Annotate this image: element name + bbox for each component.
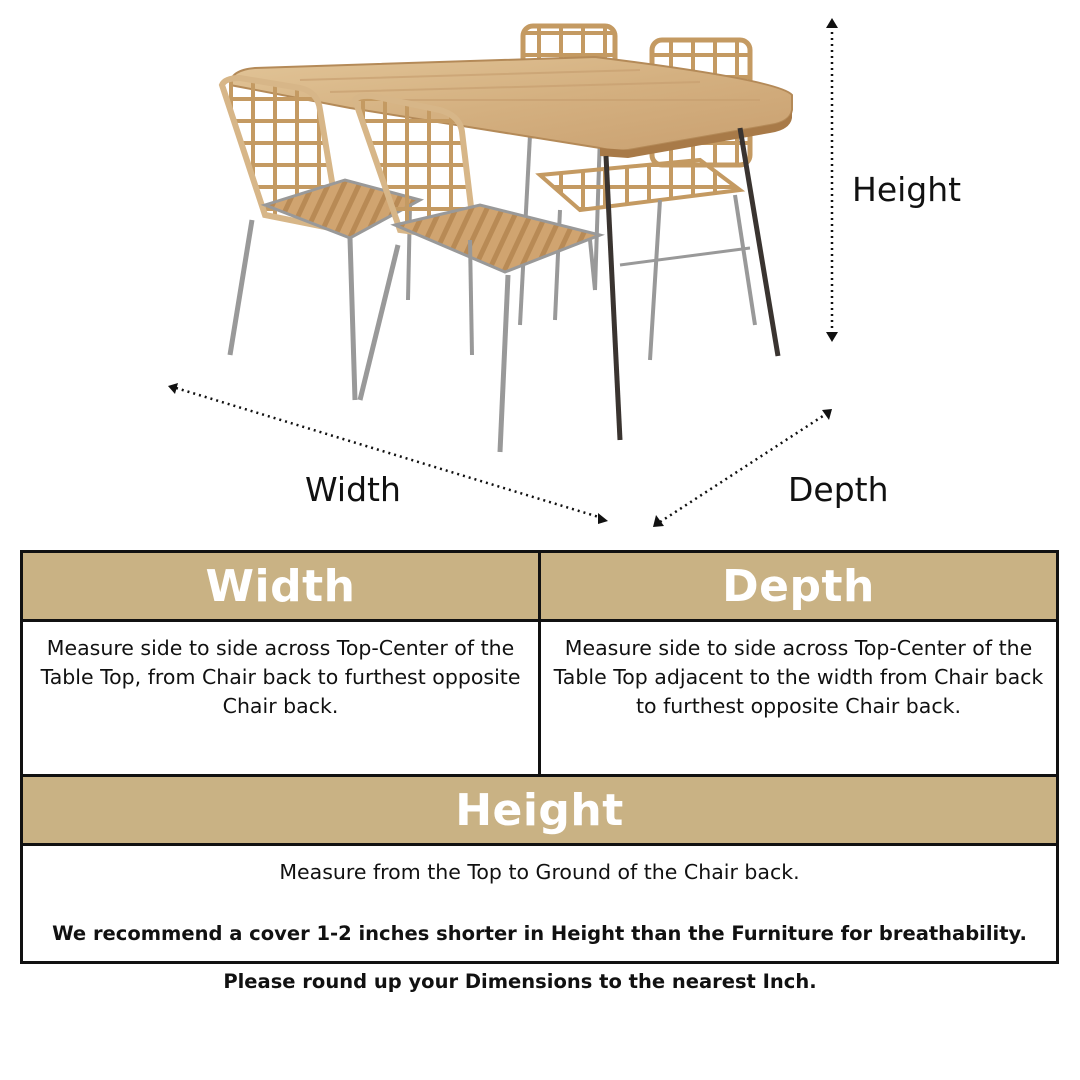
width-description: Measure side to side across Top-Center of the Table Top, from Chair back to furthest opposite Chair back. (40, 636, 521, 718)
header-row (22, 552, 1058, 621)
height-label: Height (852, 170, 962, 209)
height-header: Height (22, 776, 1058, 845)
width-label: Width (305, 470, 401, 509)
height-arrow-head-top (826, 18, 838, 28)
description-row (22, 621, 1058, 776)
height-recommendation: We recommend a cover 1-2 inches shorter in Height than the Furniture for breathability. (52, 922, 1027, 945)
depth-label: Depth (788, 470, 889, 509)
footer-note: Please round up your Dimensions to the nearest Inch. (223, 970, 817, 993)
depth-description: Measure side to side across Top-Center of the Table Top adjacent to the width from Chair back to furthest opposite Chair back. (553, 636, 1044, 718)
height-description-cell (22, 845, 1058, 963)
front-chair-right (355, 96, 600, 452)
width-description-cell (22, 621, 540, 776)
height-description-row (22, 845, 1058, 963)
height-header-row (22, 776, 1058, 845)
height-arrow-head-bottom (826, 332, 838, 342)
dimensions-table (20, 550, 1059, 964)
depth-arrow-head-left (653, 515, 664, 527)
width-arrow-head-left (168, 383, 178, 394)
width-arrow-head-right (598, 513, 608, 524)
depth-header: Depth (540, 552, 1058, 621)
width-header: Width (22, 552, 540, 621)
depth-description-cell (540, 621, 1058, 776)
depth-arrow-head-right (822, 409, 832, 420)
height-description: Measure from the Top to Ground of the Chair back. (279, 860, 800, 884)
